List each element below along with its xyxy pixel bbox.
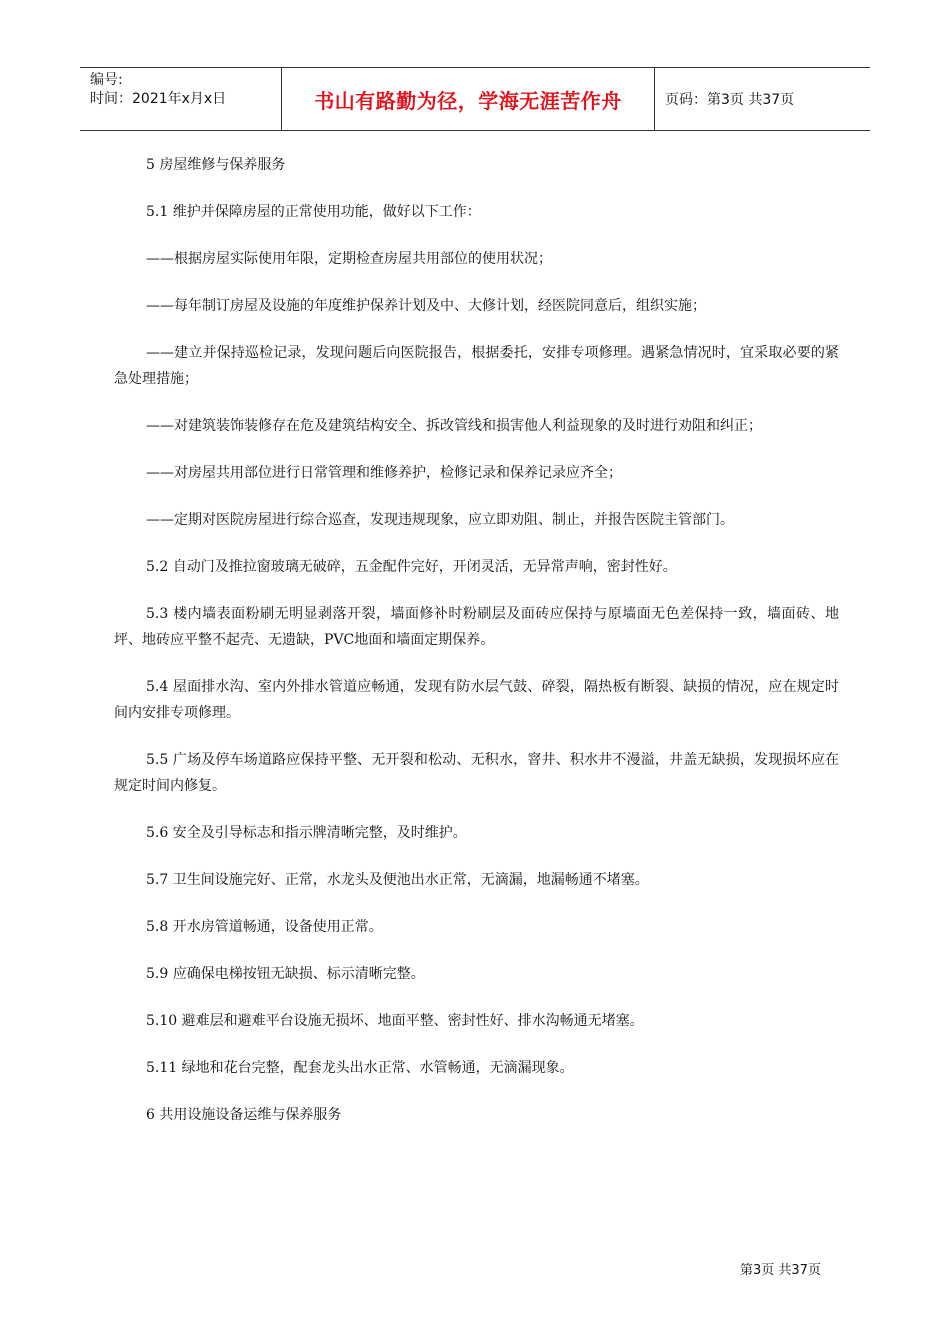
section-heading: 6 共用设施设备运维与保养服务: [146, 1107, 342, 1123]
header-table: [80, 67, 870, 131]
list-item: ——每年制订房屋及设施的年度维护保养计划及中、大修计划，经医院同意后，组织实施；: [146, 298, 706, 314]
list-item: ——根据房屋实际使用年限，定期检查房屋共用部位的使用状况；: [146, 251, 552, 267]
clause-paragraph: 5.1 维护并保障房屋的正常使用功能，做好以下工作：: [146, 204, 481, 220]
document-body: [114, 152, 839, 1128]
doc-time-label: 时间：2021年x月x日: [90, 91, 227, 107]
section-heading: 5 房屋维修与保养服务: [146, 157, 286, 173]
clause-paragraph: 5.4 屋面排水沟、室内外排水管道应畅通，发现有防水层气鼓、碎裂，隔热板有断裂、缺损的情况，应在规定时间内安排专项修理。: [114, 679, 839, 721]
clause-paragraph: 5.5 广场及停车场道路应保持平整、无开裂和松动、无积水，窨井、积水井不漫溢，井盖无缺损，发现损坏应在规定时间内修复。: [114, 752, 839, 794]
list-item: ——定期对医院房屋进行综合巡查，发现违规现象，应立即劝阻、制止，并报告医院主管部门。: [146, 512, 734, 528]
clause-paragraph: 5.3 楼内墙表面粉刷无明显剥落开裂，墙面修补时粉刷层及面砖应保持与原墙面无色差保持一致，墙面砖、地坪、地砖应平整不起壳、无遗缺，PVC地面和墙面定期保养。: [114, 606, 839, 648]
clause-paragraph: 5.2 自动门及推拉窗玻璃无破碎，五金配件完好，开闭灵活，无异常声响，密封性好。: [146, 559, 677, 575]
header-page-cell: [655, 68, 870, 130]
clause-paragraph: 5.6 安全及引导标志和指示牌清晰完整，及时维护。: [146, 825, 467, 841]
clause-paragraph: 5.8 开水房管道畅通，设备使用正常。: [146, 919, 383, 935]
clause-paragraph: 5.9 应确保电梯按钮无缺损、标示清晰完整。: [146, 966, 425, 982]
clause-paragraph: 5.10 避难层和避难平台设施无损坏、地面平整、密封性好、排水沟畅通无堵塞。: [146, 1013, 644, 1029]
header-page-number: 页码：第3页 共37页: [665, 92, 795, 108]
clause-paragraph: 5.11 绿地和花台完整，配套龙头出水正常、水管畅通，无滴漏现象。: [146, 1060, 574, 1076]
clause-paragraph: 5.7 卫生间设施完好、正常，水龙头及便池出水正常，无滴漏，地漏畅通不堵塞。: [146, 872, 649, 888]
list-item: ——建立并保持巡检记录，发现问题后向医院报告，根据委托，安排专项修理。遇紧急情况时，宜采取必要的紧急处理措施；: [114, 345, 839, 387]
doc-number-label: 编号:: [90, 72, 123, 88]
footer-page-number: 第3页 共37页: [740, 1263, 821, 1278]
motto-text: 书山有路勤为径，学海无涯苦作舟: [314, 88, 622, 113]
header-meta: [80, 68, 281, 130]
header-motto-cell: [281, 68, 655, 130]
list-item: ——对建筑装饰装修存在危及建筑结构安全、拆改管线和损害他人利益现象的及时进行劝阻和纠正；: [146, 418, 762, 434]
list-item: ——对房屋共用部位进行日常管理和维修养护，检修记录和保养记录应齐全；: [146, 465, 622, 481]
